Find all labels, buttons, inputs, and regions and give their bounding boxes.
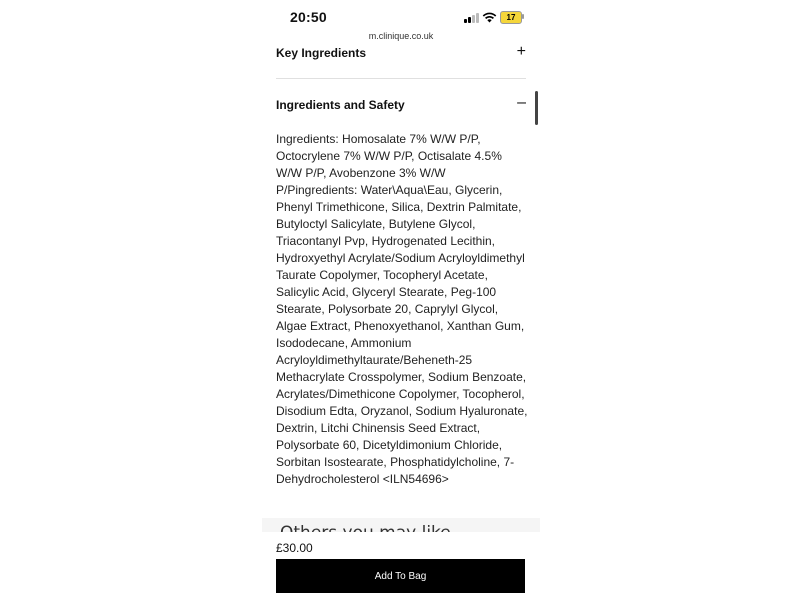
phone-screen [262,0,540,600]
add-to-bag-button[interactable]: Add To Bag [276,559,525,593]
key-ingredients-title: Key Ingredients [276,46,367,60]
product-details [262,44,540,532]
wifi-icon [482,11,497,23]
status-bar [262,0,540,32]
ingredients-safety-title: Ingredients and Safety [276,98,405,112]
purchase-bar [262,532,540,600]
product-price: £30.00 [276,541,313,555]
battery-tip [522,14,524,19]
cellular-signal-icon [464,13,480,23]
status-time: 20:50 [290,9,327,25]
collapse-icon[interactable]: – [517,94,526,111]
ingredients-safety-header[interactable] [276,96,526,114]
scrollbar[interactable] [535,91,538,125]
ingredients-text: Ingredients: Homosalate 7% W/W P/P, Octocrylene 7% W/W P/P, Octisalate 4.5% W/W P/P, Avobenzone 3% W/W P/Pingredients: Water\Aqua\Eau, Glycerin, Phenyl Trimethicone, Silica, Dextrin Palmitate, Butyloctyl Salicylate, Butylene Glycol, Triacontanyl Pvp, Hydrogenated Lecithin, Hydroxyethyl Acrylate/Sodium Acryloyldimethyl Taurate Copolymer, Tocopheryl Acetate, Salicylic Acid, Glyceryl Stearate, Peg-100 Stearate, Polysorbate 20, Caprylyl Glycol, Algae Extract, Phenoxyethanol, Xanthan Gum, Isododecane, Ammonium Acryloyldimethyltaurate/Beheneth-25 Methacrylate Crosspolymer, Sodium Benzoate, Acrylates/Dimethicone Copolymer, Tocopherol, Disodium Edta, Oryzanol, Sodium Hyaluronate, Dextrin, Litchi Chinensis Seed Extract, Polysorbate 60, Dicetyldimonium Chloride, Sorbitan Isostearate, Phosphatidylcholine, 7-Dehydrocholesterol <ILN54696> [276,132,528,486]
browser-url[interactable]: m.clinique.co.uk [368,31,434,41]
key-ingredients-header[interactable] [276,44,526,62]
battery-icon: 17 [500,11,522,24]
expand-icon[interactable]: + [516,43,526,60]
section-divider [276,78,526,79]
